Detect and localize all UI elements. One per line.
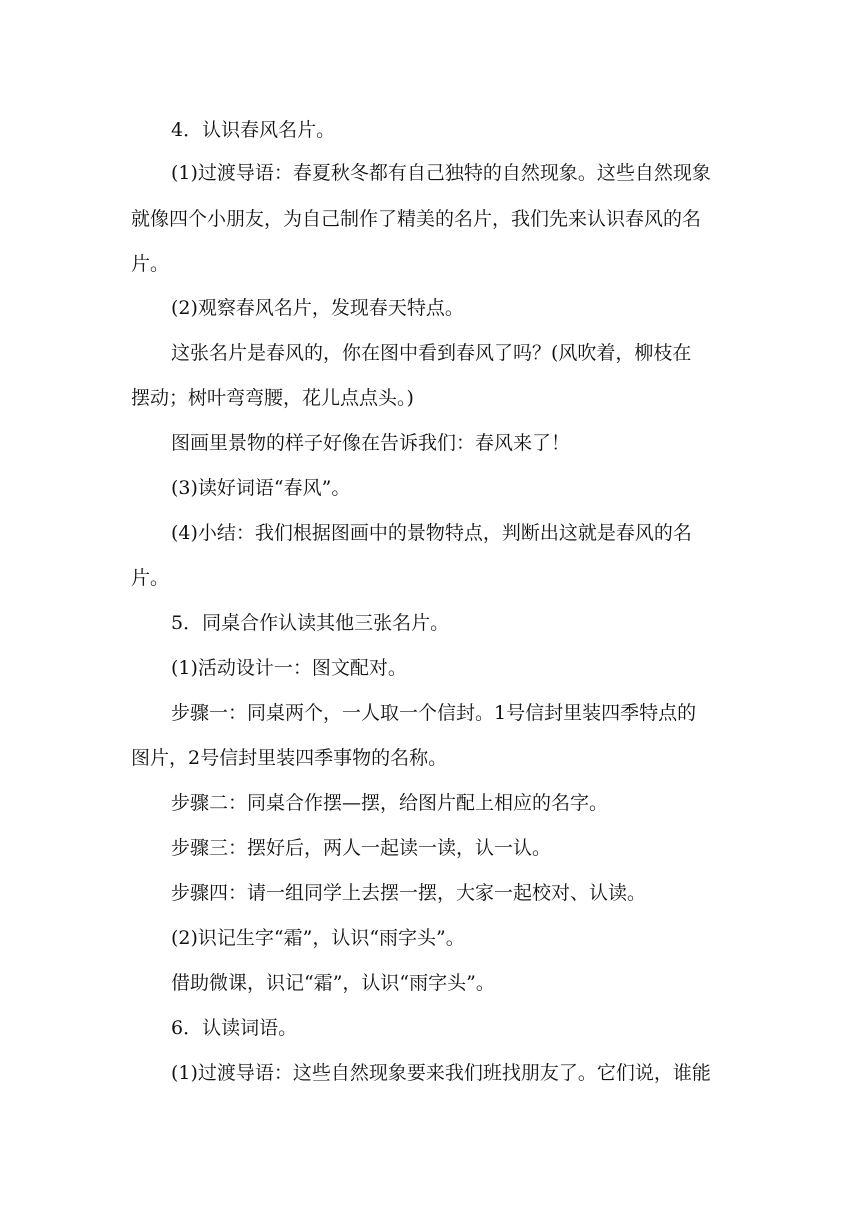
paragraph-line: (4)小结：我们根据图画中的景物特点，判断出这就是春风的名 — [171, 522, 692, 544]
paragraph-line: 借助微课，识记“霜”，认识“雨字头”。 — [171, 972, 495, 994]
paragraph-line: 摆动；树叶弯弯腰，花儿点点头。) — [131, 387, 414, 409]
paragraph-line: (3)读好词语“春风”。 — [171, 477, 351, 499]
paragraph-line: (1)过渡导语：这些自然现象要来我们班找朋友了。它们说，谁能 — [171, 1062, 711, 1084]
paragraph-line: (2)观察春风名片，发现春天特点。 — [171, 297, 464, 319]
heading-item-4: 4．认识春风名片。 — [171, 119, 336, 141]
heading-item-6: 6．认读词语。 — [171, 1017, 298, 1039]
paragraph-line: 步骤三：摆好后，两人一起读一读，认一认。 — [171, 837, 552, 859]
paragraph-line: (1)活动设计一：图文配对。 — [171, 657, 407, 679]
paragraph-line: 片。 — [131, 253, 170, 275]
paragraph-line: 这张名片是春风的，你在图中看到春风了吗？(风吹着，柳枝在 — [171, 342, 692, 364]
paragraph-line: 图画里景物的样子好像在告诉我们：春风来了！ — [171, 432, 571, 454]
paragraph-line: (2)识记生字“霜”，认识“雨字头”。 — [171, 927, 465, 949]
paragraph-line: 步骤一：同桌两个，一人取一个信封。1号信封里装四季特点的 — [171, 702, 697, 724]
paragraph-line: (1)过渡导语：春夏秋冬都有自己独特的自然现象。这些自然现象 — [171, 162, 711, 184]
paragraph-line: 片。 — [131, 567, 170, 589]
paragraph-line: 步骤四：请一组同学上去摆一摆，大家一起校对、认读。 — [171, 882, 647, 904]
heading-item-5: 5．同桌合作认读其他三张名片。 — [171, 612, 450, 634]
paragraph-line: 图片，2号信封里装四季事物的名称。 — [131, 747, 448, 769]
paragraph-line: 就像四个小朋友，为自己制作了精美的名片，我们先来认识春风的名 — [131, 208, 702, 230]
paragraph-line: 步骤二：同桌合作摆—摆，给图片配上相应的名字。 — [171, 792, 609, 814]
